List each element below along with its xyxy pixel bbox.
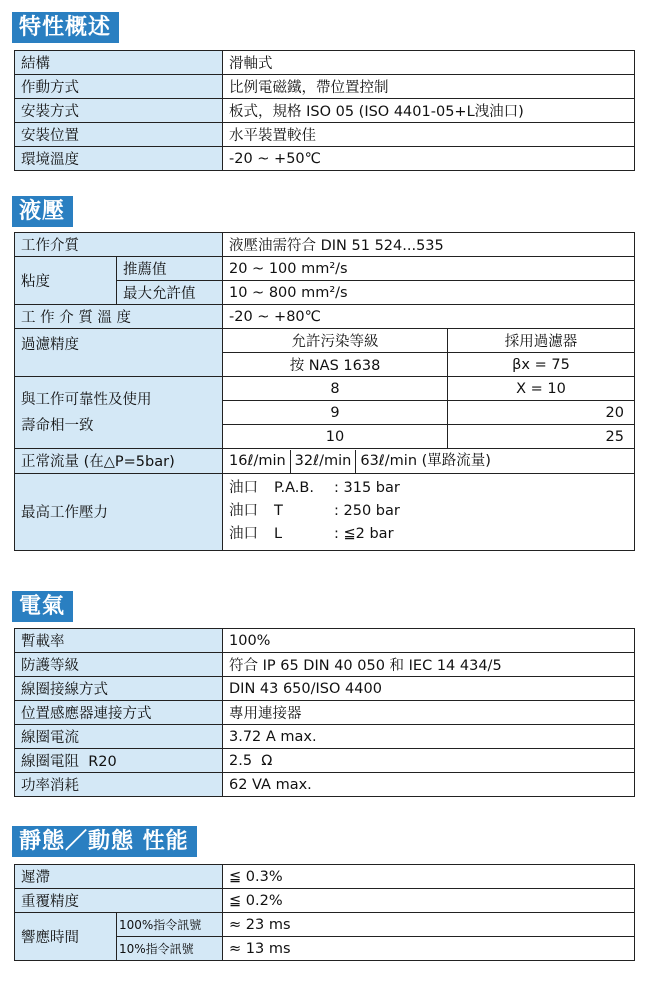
filter-value: 20	[448, 401, 635, 425]
table-row	[15, 677, 635, 701]
row-value: 3.72 A max.	[223, 725, 635, 749]
features-table	[14, 50, 635, 171]
filtration-note-line1: 與工作可靠性及使用	[21, 391, 152, 408]
pressure-row	[229, 477, 634, 500]
row-value: 62 VA max.	[223, 773, 635, 797]
row-value: 符合 IP 65 DIN 40 050 和 IEC 14 434/5	[223, 653, 635, 677]
row-value: 專用連接器	[223, 701, 635, 725]
port-label: 油口	[229, 526, 258, 542]
row-label: 環境溫度	[15, 147, 223, 171]
fluid-temp-label: 工 作 介 質 溫 度	[15, 305, 223, 329]
repeatability-value: ≦ 0.2%	[223, 889, 635, 913]
filter-value: X = 10	[448, 377, 635, 401]
viscosity-recommended-value: 20 ~ 100 mm²/s	[223, 257, 635, 281]
viscosity-max-value: 10 ~ 800 mm²/s	[223, 281, 635, 305]
table-row	[15, 749, 635, 773]
hysteresis-label: 遲滯	[15, 865, 223, 889]
flow-value-1: 16ℓ/min	[229, 453, 286, 469]
table-row	[15, 123, 635, 147]
filtration-note	[15, 377, 223, 449]
table-row	[15, 51, 635, 75]
flow-value-3: 63ℓ/min (單路流量)	[360, 453, 491, 469]
viscosity-label: 粘度	[15, 257, 117, 305]
response-10-value: ≈ 13 ms	[223, 937, 635, 961]
response-100-value: ≈ 23 ms	[223, 913, 635, 937]
table-row	[15, 473, 635, 550]
table-row	[15, 913, 635, 937]
response-label: 響應時間	[15, 913, 117, 961]
row-value: 滑軸式	[223, 51, 635, 75]
nas-value: 10	[223, 425, 448, 449]
row-label: 防護等級	[15, 653, 223, 677]
nas-value: 8	[223, 377, 448, 401]
port-pressure: : ≦2 bar	[334, 526, 394, 542]
table-row	[15, 629, 635, 653]
row-label: 位置感應器連接方式	[15, 701, 223, 725]
row-label: 功率消耗	[15, 773, 223, 797]
filtration-note-line2: 壽命相一致	[21, 417, 94, 434]
hysteresis-value: ≦ 0.3%	[223, 865, 635, 889]
row-value: -20 ~ +50℃	[223, 147, 635, 171]
electrical-table	[14, 628, 635, 797]
table-row	[15, 233, 635, 257]
filtration-col2-header-2: βx = 75	[448, 353, 635, 377]
table-row	[15, 99, 635, 123]
section-title-hydraulic: 液壓	[12, 196, 73, 227]
row-value: 比例電磁鐵，帶位置控制	[223, 75, 635, 99]
max-pressure-label: 最高工作壓力	[15, 473, 223, 550]
row-label: 暫載率	[15, 629, 223, 653]
row-value: 水平裝置較佳	[223, 123, 635, 147]
port-label: 油口	[229, 503, 258, 519]
filter-value: 25	[448, 425, 635, 449]
row-value: 100%	[223, 629, 635, 653]
port-pressure: : 315 bar	[334, 480, 400, 496]
pressure-row	[229, 523, 634, 546]
table-row	[15, 449, 635, 474]
flow-divider	[290, 450, 291, 473]
filtration-label: 過濾精度	[15, 329, 223, 377]
flow-label: 正常流量 (在△P=5bar)	[15, 449, 223, 474]
port-name: P.A.B.	[274, 480, 314, 496]
fluid-temp-value: -20 ~ +80℃	[223, 305, 635, 329]
table-row	[15, 773, 635, 797]
response-10-label: 10%指令訊號	[117, 937, 223, 961]
row-value: 板式，規格 ISO 05 (ISO 4401-05+L洩油口)	[223, 99, 635, 123]
viscosity-recommended-label: 推薦值	[117, 257, 223, 281]
repeatability-label: 重覆精度	[15, 889, 223, 913]
max-pressure-values	[223, 473, 635, 550]
row-label: 安裝方式	[15, 99, 223, 123]
row-label: 結構	[15, 51, 223, 75]
table-row	[15, 653, 635, 677]
flow-divider	[355, 450, 356, 473]
table-row	[15, 865, 635, 889]
flow-value-2: 32ℓ/min	[294, 453, 352, 469]
filtration-col2-header-1: 採用過濾器	[448, 329, 635, 353]
fluid-value: 液壓油需符合 DIN 51 524...535	[223, 233, 635, 257]
nas-value: 9	[223, 401, 448, 425]
section-title-electrical: 電氣	[12, 591, 73, 622]
table-row	[15, 889, 635, 913]
table-row	[15, 75, 635, 99]
table-row	[15, 701, 635, 725]
row-label: 線圈接線方式	[15, 677, 223, 701]
pressure-row	[229, 500, 634, 523]
row-value: 2.5 Ω	[223, 749, 635, 773]
port-label: 油口	[229, 480, 258, 496]
table-row	[15, 377, 635, 401]
table-row	[15, 725, 635, 749]
port-name: T	[274, 503, 283, 519]
table-row	[15, 305, 635, 329]
row-label: 線圈電阻 R20	[15, 749, 223, 773]
table-row	[15, 147, 635, 171]
row-label: 作動方式	[15, 75, 223, 99]
table-row	[15, 329, 635, 353]
section-title-performance: 靜態／動態 性能	[12, 826, 197, 857]
performance-table	[14, 864, 635, 961]
row-label: 安裝位置	[15, 123, 223, 147]
filtration-col1-header-2: 按 NAS 1638	[223, 353, 448, 377]
table-row	[15, 257, 635, 281]
flow-values	[223, 449, 635, 474]
row-label: 線圈電流	[15, 725, 223, 749]
response-100-label: 100%指令訊號	[117, 913, 223, 937]
hydraulic-table	[14, 232, 635, 551]
port-pressure: : 250 bar	[334, 503, 400, 519]
port-name: L	[274, 526, 283, 542]
section-title-features: 特性概述	[12, 12, 119, 43]
row-value: DIN 43 650/ISO 4400	[223, 677, 635, 701]
fluid-label: 工作介質	[15, 233, 223, 257]
filtration-col1-header-1: 允許污染等級	[223, 329, 448, 353]
viscosity-max-label: 最大允許值	[117, 281, 223, 305]
